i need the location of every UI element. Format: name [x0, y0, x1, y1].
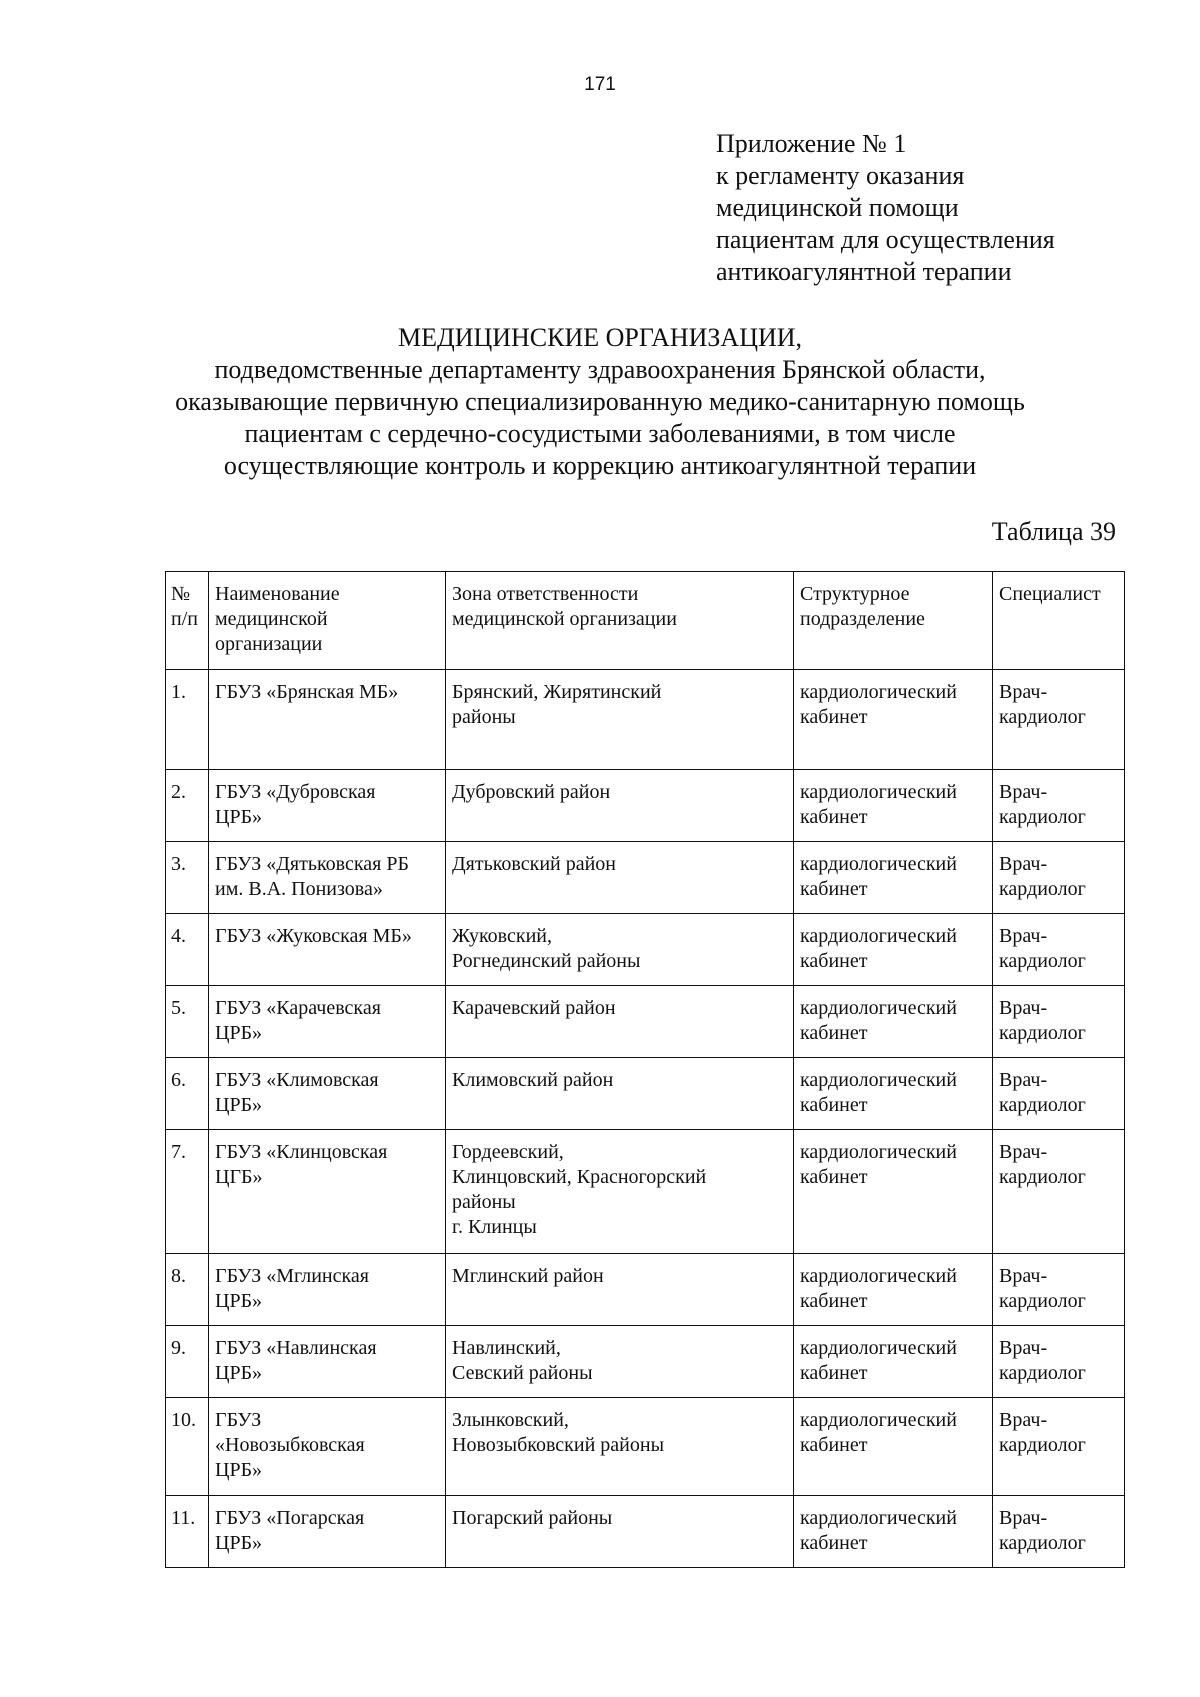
cell-unit-line: кабинет: [800, 1532, 868, 1554]
cell-unit-line: кабинет: [800, 1094, 868, 1116]
cell-name-line: ЦГБ»: [215, 1166, 263, 1188]
cell-name: [209, 986, 446, 1058]
cell-spec-line: Врач-: [999, 1409, 1048, 1431]
cell-spec: [993, 986, 1125, 1058]
page-number: 171: [584, 74, 616, 95]
cell-spec-line: Врач-: [999, 681, 1048, 703]
cell-spec-line: кардиолог: [999, 1362, 1086, 1384]
cell-spec-line: Врач-: [999, 1265, 1048, 1287]
cell-zone-line: Дубровский район: [452, 781, 611, 803]
header-num: [166, 572, 209, 670]
cell-name: [209, 1398, 446, 1496]
cell-unit: [794, 1254, 993, 1326]
cell-unit-line: кардиологический: [800, 1265, 957, 1287]
cell-spec-line: Врач-: [999, 1337, 1048, 1359]
cell-spec: [993, 842, 1125, 914]
cell-spec-line: Врач-: [999, 925, 1048, 947]
cell-num: 5.: [166, 986, 209, 1058]
cell-spec: [993, 770, 1125, 842]
cell-spec-line: Врач-: [999, 1069, 1048, 1091]
cell-name-line: им. В.А. Понизова»: [215, 878, 383, 900]
cell-zone: [446, 914, 794, 986]
cell-zone: [446, 842, 794, 914]
cell-spec-line: кардиолог: [999, 1022, 1086, 1044]
cell-zone: [446, 986, 794, 1058]
cell-unit: [794, 1496, 993, 1568]
cell-spec-line: кардиолог: [999, 1290, 1086, 1312]
cell-zone-line: районы: [452, 706, 516, 728]
cell-name-line: ГБУЗ «Климовская: [215, 1069, 379, 1091]
cell-unit: [794, 914, 993, 986]
cell-zone: [446, 1326, 794, 1398]
header-spec-line: Специалист: [999, 583, 1101, 605]
header-unit-line: Структурное: [800, 583, 910, 605]
document-title: [100, 322, 1100, 482]
cell-spec: [993, 1496, 1125, 1568]
cell-unit-line: кардиологический: [800, 1141, 957, 1163]
table-row: [166, 1058, 1125, 1130]
header-name-line: медицинской: [215, 608, 328, 630]
cell-zone: [446, 770, 794, 842]
header-name-line: организации: [215, 633, 323, 655]
cell-unit-line: кардиологический: [800, 681, 957, 703]
title-line: пациентам с сердечно-сосудистыми заболеваниями, в том числе: [244, 419, 956, 448]
appendix-note: [716, 128, 1055, 288]
cell-spec-line: Врач-: [999, 1141, 1048, 1163]
cell-zone-line: г. Клинцы: [452, 1216, 537, 1238]
cell-spec-line: кардиолог: [999, 1532, 1086, 1554]
cell-name: [209, 842, 446, 914]
cell-unit-line: кардиологический: [800, 781, 957, 803]
cell-unit: [794, 1130, 993, 1254]
table-row: [166, 770, 1125, 842]
cell-name: [209, 1254, 446, 1326]
cell-unit-line: кардиологический: [800, 853, 957, 875]
cell-name-line: ЦРБ»: [215, 1459, 263, 1481]
cell-name-line: ЦРБ»: [215, 1362, 263, 1384]
table-row: [166, 842, 1125, 914]
cell-zone-line: Клинцовский, Красногорский: [452, 1166, 707, 1188]
header-name: [209, 572, 446, 670]
cell-spec: [993, 1058, 1125, 1130]
cell-spec: [993, 1130, 1125, 1254]
cell-zone-line: Гордеевский,: [452, 1141, 564, 1163]
cell-zone: [446, 1058, 794, 1130]
header-unit: [794, 572, 993, 670]
cell-name: [209, 670, 446, 770]
table-row: [166, 1496, 1125, 1568]
cell-unit-line: кабинет: [800, 1022, 868, 1044]
cell-zone-line: Рогнединский районы: [452, 950, 641, 972]
cell-spec: [993, 1254, 1125, 1326]
cell-spec-line: кардиолог: [999, 706, 1086, 728]
cell-spec-line: Врач-: [999, 853, 1048, 875]
cell-zone-line: Жуковский,: [452, 925, 552, 947]
cell-name-line: ГБУЗ «Карачевская: [215, 997, 381, 1019]
organizations-table: [165, 571, 1125, 1568]
table-row: [166, 1130, 1125, 1254]
cell-num: 1.: [166, 670, 209, 770]
cell-name-line: ГБУЗ «Жуковская МБ»: [215, 925, 412, 947]
cell-unit-line: кардиологический: [800, 1069, 957, 1091]
cell-name: [209, 770, 446, 842]
cell-unit-line: кабинет: [800, 806, 868, 828]
cell-spec-line: кардиолог: [999, 950, 1086, 972]
cell-num: 9.: [166, 1326, 209, 1398]
cell-name-line: ГБУЗ «Погарская: [215, 1507, 365, 1529]
cell-name: [209, 1326, 446, 1398]
cell-name-line: ГБУЗ «Мглинская: [215, 1265, 369, 1287]
header-num-line: п/п: [171, 608, 198, 630]
cell-unit-line: кардиологический: [800, 1507, 957, 1529]
title-line: подведомственные департаменту здравоохранения Брянской области,: [214, 355, 986, 384]
cell-spec-line: Врач-: [999, 781, 1048, 803]
cell-name: [209, 1058, 446, 1130]
cell-zone-line: Новозыбковский районы: [452, 1434, 665, 1456]
cell-unit: [794, 1326, 993, 1398]
cell-unit: [794, 1058, 993, 1130]
appendix-line: медицинской помощи: [716, 193, 959, 222]
cell-unit-line: кардиологический: [800, 925, 957, 947]
cell-name: [209, 914, 446, 986]
header-zone-line: Зона ответственности: [452, 583, 639, 605]
cell-zone: [446, 1254, 794, 1326]
cell-num: 7.: [166, 1130, 209, 1254]
table-label: Таблица 39: [991, 517, 1116, 546]
cell-zone: [446, 1496, 794, 1568]
cell-spec-line: кардиолог: [999, 1166, 1086, 1188]
table-row: [166, 1326, 1125, 1398]
cell-num: 11.: [166, 1496, 209, 1568]
cell-spec: [993, 1398, 1125, 1496]
header-zone-line: медицинской организации: [452, 608, 677, 630]
cell-name-line: ЦРБ»: [215, 1290, 263, 1312]
appendix-line: антикоагулянтной терапии: [716, 257, 1012, 286]
cell-zone: [446, 1398, 794, 1496]
cell-spec: [993, 914, 1125, 986]
cell-name-line: ГБУЗ: [215, 1409, 262, 1431]
cell-name: [209, 1130, 446, 1254]
title-line: осуществляющие контроль и коррекцию антикоагулянтной терапии: [223, 451, 977, 480]
cell-spec-line: кардиолог: [999, 1094, 1086, 1116]
cell-zone-line: Погарский районы: [452, 1507, 613, 1529]
cell-unit-line: кабинет: [800, 1166, 868, 1188]
header-unit-line: подразделение: [800, 608, 925, 630]
cell-unit: [794, 770, 993, 842]
cell-num: 10.: [166, 1398, 209, 1496]
header-zone: [446, 572, 794, 670]
appendix-line: к регламенту оказания: [716, 161, 965, 190]
cell-spec: [993, 1326, 1125, 1398]
table-body: [166, 670, 1125, 1568]
header-spec: [993, 572, 1125, 670]
cell-unit: [794, 1398, 993, 1496]
cell-num: 8.: [166, 1254, 209, 1326]
cell-name-line: ЦРБ»: [215, 1094, 263, 1116]
cell-unit-line: кабинет: [800, 1434, 868, 1456]
cell-name: [209, 1496, 446, 1568]
cell-unit-line: кабинет: [800, 950, 868, 972]
header-num-line: №: [171, 583, 191, 605]
title-line: МЕДИЦИНСКИЕ ОРГАНИЗАЦИИ,: [397, 323, 803, 352]
table-row: [166, 670, 1125, 770]
cell-spec: [993, 670, 1125, 770]
cell-zone-line: Севский районы: [452, 1362, 593, 1384]
cell-unit-line: кабинет: [800, 878, 868, 900]
appendix-line: пациентам для осуществления: [716, 225, 1055, 254]
cell-zone-line: Климовский район: [452, 1069, 614, 1091]
table-row: [166, 1254, 1125, 1326]
cell-zone: [446, 670, 794, 770]
cell-zone: [446, 1130, 794, 1254]
cell-unit-line: кабинет: [800, 706, 868, 728]
cell-zone-line: районы: [452, 1191, 516, 1213]
cell-zone-line: Брянский, Жирятинский: [452, 681, 662, 703]
cell-unit: [794, 670, 993, 770]
cell-unit: [794, 842, 993, 914]
cell-zone-line: Мглинский район: [452, 1265, 604, 1287]
cell-spec-line: кардиолог: [999, 806, 1086, 828]
cell-spec-line: кардиолог: [999, 878, 1086, 900]
cell-zone-line: Злынковский,: [452, 1409, 569, 1431]
cell-zone-line: Дятьковский район: [452, 853, 617, 875]
cell-unit-line: кабинет: [800, 1362, 868, 1384]
cell-unit-line: кардиологический: [800, 1409, 957, 1431]
cell-num: 6.: [166, 1058, 209, 1130]
cell-spec-line: Врач-: [999, 997, 1048, 1019]
cell-zone-line: Навлинский,: [452, 1337, 561, 1359]
cell-num: 4.: [166, 914, 209, 986]
cell-unit: [794, 986, 993, 1058]
table-row: [166, 986, 1125, 1058]
cell-name-line: ГБУЗ «Клинцовская: [215, 1141, 388, 1163]
cell-name-line: ГБУЗ «Брянская МБ»: [215, 681, 399, 703]
cell-name-line: ГБУЗ «Навлинская: [215, 1337, 377, 1359]
header-name-line: Наименование: [215, 583, 340, 605]
cell-name-line: «Новозыбковская: [215, 1434, 365, 1456]
cell-unit-line: кардиологический: [800, 997, 957, 1019]
cell-name-line: ГБУЗ «Дубровская: [215, 781, 376, 803]
cell-name-line: ГБУЗ «Дятьковская РБ: [215, 853, 409, 875]
appendix-line: Приложение № 1: [716, 129, 907, 158]
cell-unit-line: кардиологический: [800, 1337, 957, 1359]
title-line: оказывающие первичную специализированную медико-санитарную помощь: [175, 387, 1025, 416]
cell-name-line: ЦРБ»: [215, 806, 263, 828]
cell-zone-line: Карачевский район: [452, 997, 616, 1019]
cell-name-line: ЦРБ»: [215, 1532, 263, 1554]
cell-num: 2.: [166, 770, 209, 842]
table-row: [166, 1398, 1125, 1496]
cell-unit-line: кабинет: [800, 1290, 868, 1312]
cell-num: 3.: [166, 842, 209, 914]
table-row: [166, 914, 1125, 986]
table-header-row: [166, 572, 1125, 670]
cell-name-line: ЦРБ»: [215, 1022, 263, 1044]
cell-spec-line: кардиолог: [999, 1434, 1086, 1456]
cell-spec-line: Врач-: [999, 1507, 1048, 1529]
